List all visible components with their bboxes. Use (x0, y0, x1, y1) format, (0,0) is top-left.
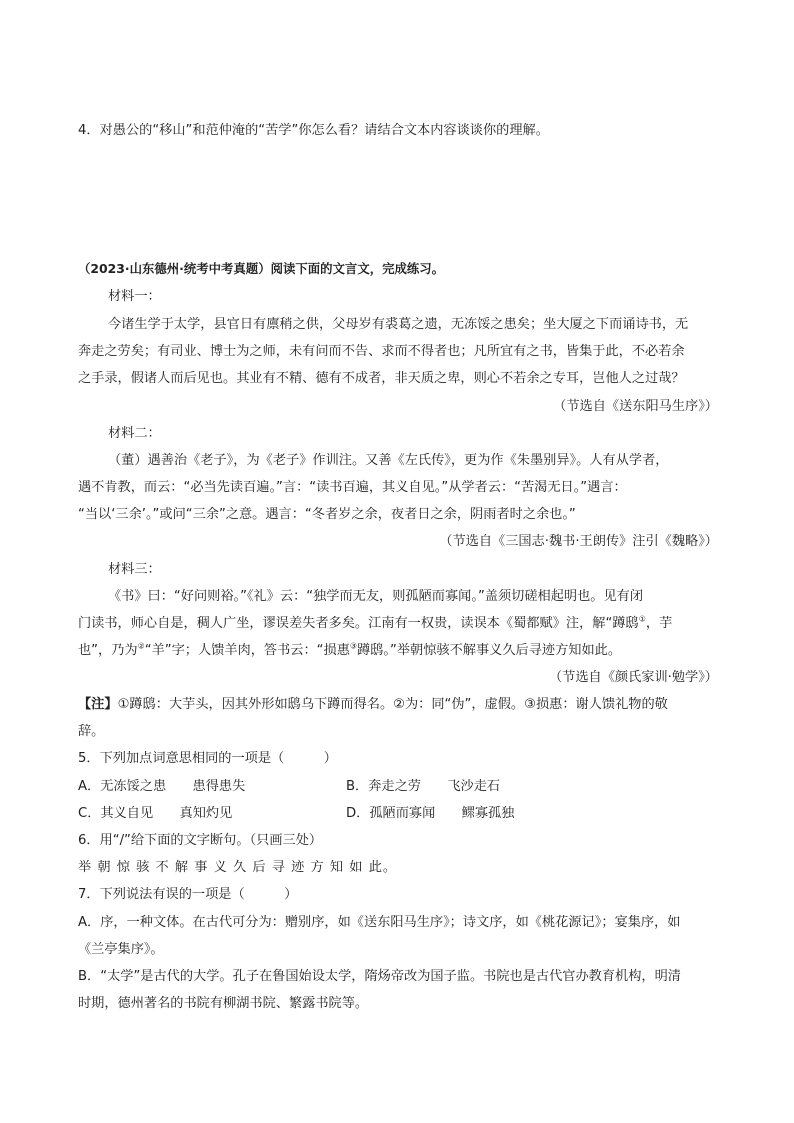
material-2-source: （节选自《三国志·魏书·王朗传》注引《魏略》） (439, 534, 718, 549)
q5-option-b: B．奔走之劳 飞沙走石 (346, 779, 501, 794)
material-1-line-3: 之手录，假诸人而后见也。其业有不精、德有不成者，非天质之卑，则心不若余之专耳，岂他人之过哉？ (78, 371, 685, 386)
q7-option-a-line-1: A．序，一种文体。在古代可分为：赠别序，如《送东阳马生序》；诗文序，如《桃花源记》；宴集序，如 (78, 915, 681, 930)
m3-l2-text: 门读书，师心自是，稠人广坐，谬误差失者多矣。江南有一权贵，读误本《蜀都赋》注，解“蹲鸱 (78, 616, 639, 631)
note-label: 【注】 (78, 697, 118, 712)
q7-option-a-line-2: 《兰亭集序》。 (78, 942, 164, 957)
question-6: 6．用“/”给下面的文字断句。（只画三处） (78, 833, 323, 848)
material-2-line-1: （董）遇善治《老子》，为《老子》作训注。又善《左氏传》，更为作《朱墨别异》。人有从学者， (108, 453, 669, 468)
material-1-line-1: 今诸生学于太学，县官日有廪稍之供，父母岁有裘葛之遗，无冻馁之患矣；坐大厦之下而诵诗书，无 (108, 317, 689, 332)
q5-option-d: D．孤陋而寡闻 鳏寡孤独 (346, 806, 515, 821)
material-2-line-2: 遇不肯教，而云：“必当先读百遍。”言：“读书百遍，其义自见。”从学者云：“苦渴无日。”遇言： (78, 480, 627, 495)
material-1-title: 材料一： (108, 289, 161, 304)
material-2-line-3: “当以‘三余’。”或问“三余”之意。遇言：“冬者岁之余，夜者日之余，阴雨者时之余也。” (78, 507, 576, 522)
q5-option-a: A．无冻馁之患 患得患失 (78, 779, 246, 794)
question-5: 5．下列加点词意思相同的一项是（ ） (78, 751, 337, 766)
material-1-line-2: 奔走之劳矣；有司业、博士为之师，未有问而不告、求而不得者也；凡所宜有之书，皆集于此，不必若余 (78, 344, 685, 359)
m3-l2-tail: ，芋 (645, 616, 673, 631)
material-3-line-3 (78, 641, 621, 661)
m3-l3-b: “羊”字；人馈羊肉，答书云：“损惠 (144, 643, 350, 658)
m3-l3-a: 也”，乃为 (78, 643, 138, 658)
material-3-title: 材料三： (108, 562, 161, 577)
material-2-title: 材料二： (108, 426, 161, 441)
q7-option-b-line-2: 时期，德州著名的书院有柳湖书院、繁露书院等。 (78, 996, 369, 1011)
q7-option-b-line-1: B．“太学”是古代的大学。孔子在鲁国始设太学，隋炀帝改为国子监。书院也是古代官办教育机构，明清 (78, 969, 681, 984)
material-3-line-2 (78, 614, 672, 634)
question-4: 4．对愚公的“移山”和范仲淹的“苦学”你怎么看？请结合文本内容谈谈你的理解。 (78, 123, 549, 138)
footnote-1-marker: ① (638, 614, 646, 624)
q5-option-c: C．其义自见 真知灼见 (78, 806, 233, 821)
m3-l3-c: 蹲鸱。”举朝惊骇不解事义久后寻迹方知如此。 (357, 643, 622, 658)
footnote-3-marker: ③ (349, 641, 358, 651)
footnote-2-marker: ② (137, 641, 145, 651)
material-1-source: （节选自《送东阳马生序》） (553, 399, 718, 414)
material-3-source: （节选自《颜氏家训·勉学》） (548, 670, 718, 685)
question-7: 7．下列说法有误的一项是（ ） (78, 887, 298, 902)
passage-header: （2023·山东德州·统考中考真题）阅读下面的文言文，完成练习。 (78, 261, 445, 276)
q6-text: 举 朝 惊 骇 不 解 事 义 久 后 寻 迹 方 知 如 此。 (78, 860, 398, 875)
material-3-line-1: 《书》曰：“好问则裕。”《礼》云：“独学而无友，则孤陋而寡闻。”盖须切磋相起明也。见有闭 (108, 589, 644, 604)
note-line-2: 辞。 (78, 724, 105, 739)
note-text-1: ①蹲鸱：大芋头，因其外形如鸱乌下蹲而得名。②为：同“伪”，虚假。③损惠：谢人馈礼物的敬 (117, 697, 668, 712)
note-line-1 (78, 695, 668, 715)
